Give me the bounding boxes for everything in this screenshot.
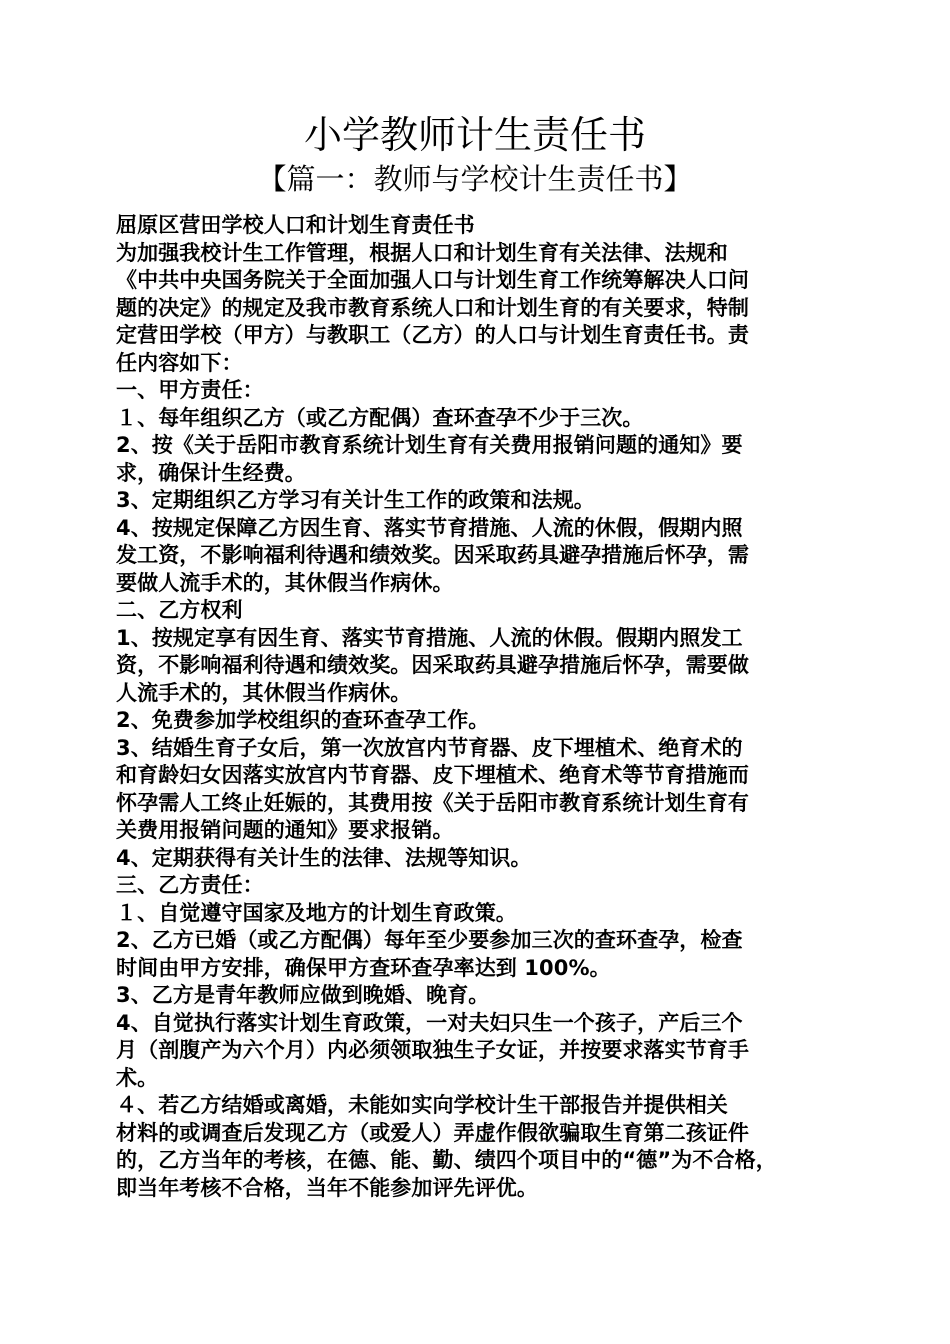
document-line: 材料的或调查后发现乙方（或爱人）弄虚作假欲骗取生育第二孩证件 <box>116 1120 749 1145</box>
document-line: 3、定期组织乙方学习有关计生工作的政策和法规。 <box>116 488 595 512</box>
document-line: 3、结婚生育子女后，第一次放宫内节育器、皮下埋植术、绝育术的 <box>116 735 743 760</box>
document-line: 人流手术的，其休假当作病休。 <box>116 680 412 705</box>
document-line: １、每年组织乙方（或乙方配偶）查环查孕不少于三次。 <box>116 405 644 430</box>
document-title: 小学教师计生责任书 <box>303 113 646 157</box>
document-line: 1、按规定享有因生育、落实节育措施、人流的休假。假期内照发工 <box>116 625 743 650</box>
document-line: 三、乙方责任： <box>116 873 264 897</box>
document-line: 和育龄妇女因落实放宫内节育器、皮下埋植术、绝育术等节育措施而 <box>116 763 749 787</box>
document-line: 题的决定》的规定及我市教育系统人口和计划生育的有关要求，特制 <box>116 295 749 320</box>
document-line: 4、定期获得有关计生的法律、法规等知识。 <box>116 845 532 870</box>
document-body <box>116 212 838 1202</box>
document-line: 一、甲方责任： <box>116 378 264 402</box>
document-line: 求，确保计生经费。 <box>116 460 306 485</box>
document-line: 月（剖腹产为六个月）内必须领取独生子女证，并按要求落实节育手 <box>116 1038 749 1062</box>
document-line: 2、乙方已婚（或乙方配偶）每年至少要参加三次的查环查孕，检查 <box>116 928 743 952</box>
document-line: 资，不影响福利待遇和绩效奖。因采取药具避孕措施后怀孕，需要做 <box>116 653 749 677</box>
document-line: 时间由甲方安排，确保甲方查环查孕率达到 100%。 <box>116 955 611 980</box>
document-line: 4、按规定保障乙方因生育、落实节育措施、人流的休假，假期内照 <box>116 515 743 540</box>
document-line: 术。 <box>116 1065 159 1090</box>
document-line: 定营田学校（甲方）与教职工（乙方）的人口与计划生育责任书。责 <box>116 323 749 347</box>
document-line: 关费用报销问题的通知》要求报销。 <box>116 818 454 842</box>
document-line: 4、自觉执行落实计划生育政策，一对夫妇只生一个孩子，产后三个 <box>116 1010 743 1035</box>
document-line: 发工资，不影响福利待遇和绩效奖。因采取药具避孕措施后怀孕，需 <box>116 543 749 567</box>
document-line: １、自觉遵守国家及地方的计划生育政策。 <box>116 900 517 925</box>
document-line: 3、乙方是青年教师应做到晚婚、晚育。 <box>116 983 490 1007</box>
document-line: 怀孕需人工终止妊娠的，其费用按《关于岳阳市教育系统计划生育有 <box>116 790 749 815</box>
document-line: 即当年考核不合格，当年不能参加评先评优。 <box>116 1175 538 1200</box>
document-line: 屈原区营田学校人口和计划生育责任书 <box>116 213 475 237</box>
document-line: 2、按《关于岳阳市教育系统计划生育有关费用报销问题的通知》要 <box>116 433 743 457</box>
document-subtitle: 【篇一：教师与学校计生责任书】 <box>257 162 693 196</box>
document-line: 为加强我校计生工作管理，根据人口和计划生育有关法律、法规和 <box>116 240 728 265</box>
document-line: 2、免费参加学校组织的查环查孕工作。 <box>116 708 490 732</box>
document-line: 要做人流手术的，其休假当作病休。 <box>116 570 454 595</box>
document-line: ４、若乙方结婚或离婚，未能如实向学校计生干部报告并提供相关 <box>116 1093 728 1117</box>
document-line: 《中共中央国务院关于全面加强人口与计划生育工作统筹解决人口问 <box>116 268 749 292</box>
document-line: 任内容如下： <box>116 350 243 375</box>
document-line: 二、乙方权利 <box>116 598 243 622</box>
document-line: 的，乙方当年的考核，在德、能、勤、绩四个项目中的“德”为不合格， <box>116 1148 777 1172</box>
